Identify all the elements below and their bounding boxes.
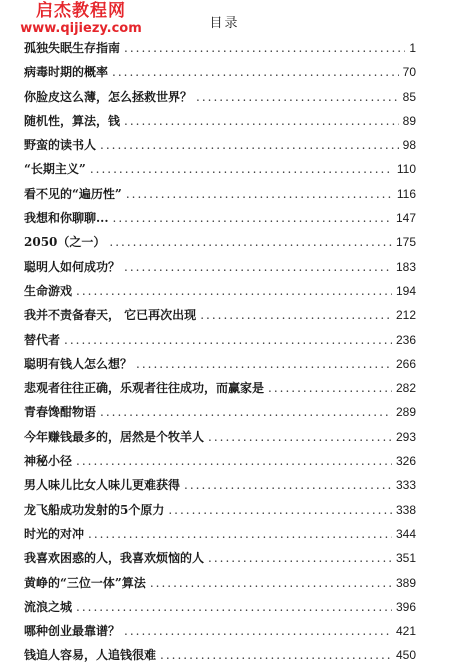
toc-entry-title: 我并不责备春天， 它已再次出现 [24,308,197,323]
toc-entry-page-number: 175 [395,235,416,250]
toc-entry-title: 今年赚钱最多的，居然是个牧羊人 [24,429,205,444]
toc-entry-title: 病毒时期的概率 [24,65,109,80]
toc-entry-title: 黄峥的“三位一体”算法 [24,575,146,590]
dot-leader [196,85,399,109]
toc-entry[interactable] [24,109,416,133]
toc-entry-page-number: 282 [395,381,416,396]
dot-leader [208,425,392,449]
dot-leader [268,376,392,400]
toc-entry[interactable] [24,60,416,84]
toc-entry-title: 青春馋酣物语 [24,405,97,420]
toc-entry-title: 随机性，算法，钱 [24,113,121,128]
toc-entry-page-number: 116 [396,186,416,201]
toc-entry[interactable] [24,85,416,109]
watermark-title: 启杰教程网 [36,1,126,21]
dot-leader [112,60,399,84]
toc-entry[interactable] [24,303,416,327]
toc-entry[interactable] [24,279,416,303]
toc-entry-title: 野蛮的读书人 [24,138,97,153]
toc-entry[interactable] [24,498,416,522]
toc-entry[interactable] [24,522,416,546]
dot-leader [88,522,392,546]
toc-entry-page-number: 450 [395,648,416,663]
toc-entry[interactable] [24,571,416,595]
dot-leader [76,449,392,473]
dot-leader [124,255,392,279]
table-of-contents [24,36,416,668]
toc-entry[interactable] [24,206,416,230]
toc-entry-page-number: 396 [395,599,416,614]
dot-leader [136,352,392,376]
dot-leader [64,328,392,352]
dot-leader [100,133,399,157]
toc-entry-title: 神秘小径 [24,454,73,469]
dot-leader [113,206,392,230]
site-watermark [20,2,142,36]
toc-entry-page-number: 89 [402,113,416,128]
toc-entry-title: 你脸皮这么薄，怎么拯救世界？ [24,89,193,104]
dot-leader [126,182,393,206]
dot-leader [200,303,392,327]
toc-entry-page-number: 1 [409,41,416,55]
toc-entry[interactable] [24,473,416,497]
toc-entry-page-number: 194 [395,283,416,298]
toc-entry-page-number: 333 [395,478,416,493]
toc-entry[interactable] [24,376,416,400]
toc-entry-title: 孤独失眠生存指南 [24,41,121,55]
toc-entry[interactable] [24,400,416,424]
toc-entry-title: 龙飞船成功发射的5个原力 [24,502,165,517]
toc-entry-page-number: 421 [395,624,416,639]
toc-entry-title: 看不见的“遍历性” [24,186,122,201]
toc-entry-page-number: 70 [402,65,416,80]
toc-entry-page-number: 98 [402,138,416,153]
toc-heading: 目录 [209,16,240,31]
toc-entry-page-number: 293 [395,429,416,444]
toc-entry-title: 聪明有钱人怎么想？ [24,356,133,371]
dot-leader [124,619,392,643]
dot-leader [76,595,392,619]
toc-entry[interactable] [24,230,416,254]
toc-entry[interactable] [24,643,416,667]
toc-entry-title: 时光的对冲 [24,526,85,541]
toc-entry[interactable] [24,157,416,181]
toc-entry-page-number: 326 [395,454,416,469]
toc-entry-page-number: 85 [402,89,416,104]
toc-entry-title: 男人味儿比女人味儿更难获得 [24,478,181,493]
toc-entry-title: “长期主义” [24,162,86,177]
toc-entry-title: 聪明人如何成功？ [24,259,121,274]
toc-entry[interactable] [24,328,416,352]
dot-leader [76,279,392,303]
toc-entry[interactable] [24,546,416,570]
toc-entry[interactable] [24,36,416,60]
toc-entry-title: 哪种创业最靠谱？ [24,624,121,639]
dot-leader [90,157,393,181]
toc-entry[interactable] [24,619,416,643]
toc-entry-title: 悲观者往往正确，乐观者往往成功，而赢家是 [24,381,265,396]
toc-entry[interactable] [24,425,416,449]
dot-leader [109,230,392,254]
dot-leader [160,643,392,667]
dot-leader [184,473,392,497]
toc-entry[interactable] [24,352,416,376]
toc-entry-page-number: 236 [395,332,416,347]
dot-leader [150,571,392,595]
toc-entry-page-number: 212 [395,308,416,323]
toc-entry[interactable] [24,182,416,206]
toc-entry-title: 生命游戏 [24,283,73,298]
dot-leader [124,109,399,133]
toc-entry-page-number: 266 [395,356,416,371]
toc-entry-page-number: 338 [395,502,416,517]
dot-leader [208,546,392,570]
dot-leader [168,498,392,522]
toc-entry-page-number: 147 [395,211,416,226]
dot-leader [124,36,405,60]
toc-entry-title: 替代者 [24,332,61,347]
toc-entry[interactable] [24,449,416,473]
toc-entry-title: 2050（之一） [24,235,106,250]
toc-entry-page-number: 110 [396,162,416,177]
watermark-url: www.qijiezy.com [20,21,142,36]
toc-entry-title: 流浪之城 [24,599,73,614]
dot-leader [100,400,392,424]
toc-entry[interactable] [24,595,416,619]
toc-entry-title: 钱追人容易，人追钱很难 [24,648,157,663]
toc-entry[interactable] [24,133,416,157]
toc-entry-title: 我想和你聊聊... [24,211,109,226]
toc-entry-page-number: 289 [395,405,416,420]
toc-entry[interactable] [24,255,416,279]
toc-entry-page-number: 351 [395,551,416,566]
toc-entry-page-number: 183 [395,259,416,274]
toc-entry-page-number: 344 [395,526,416,541]
toc-entry-title: 我喜欢困惑的人，我喜欢烦恼的人 [24,551,205,566]
toc-entry-page-number: 389 [395,575,416,590]
